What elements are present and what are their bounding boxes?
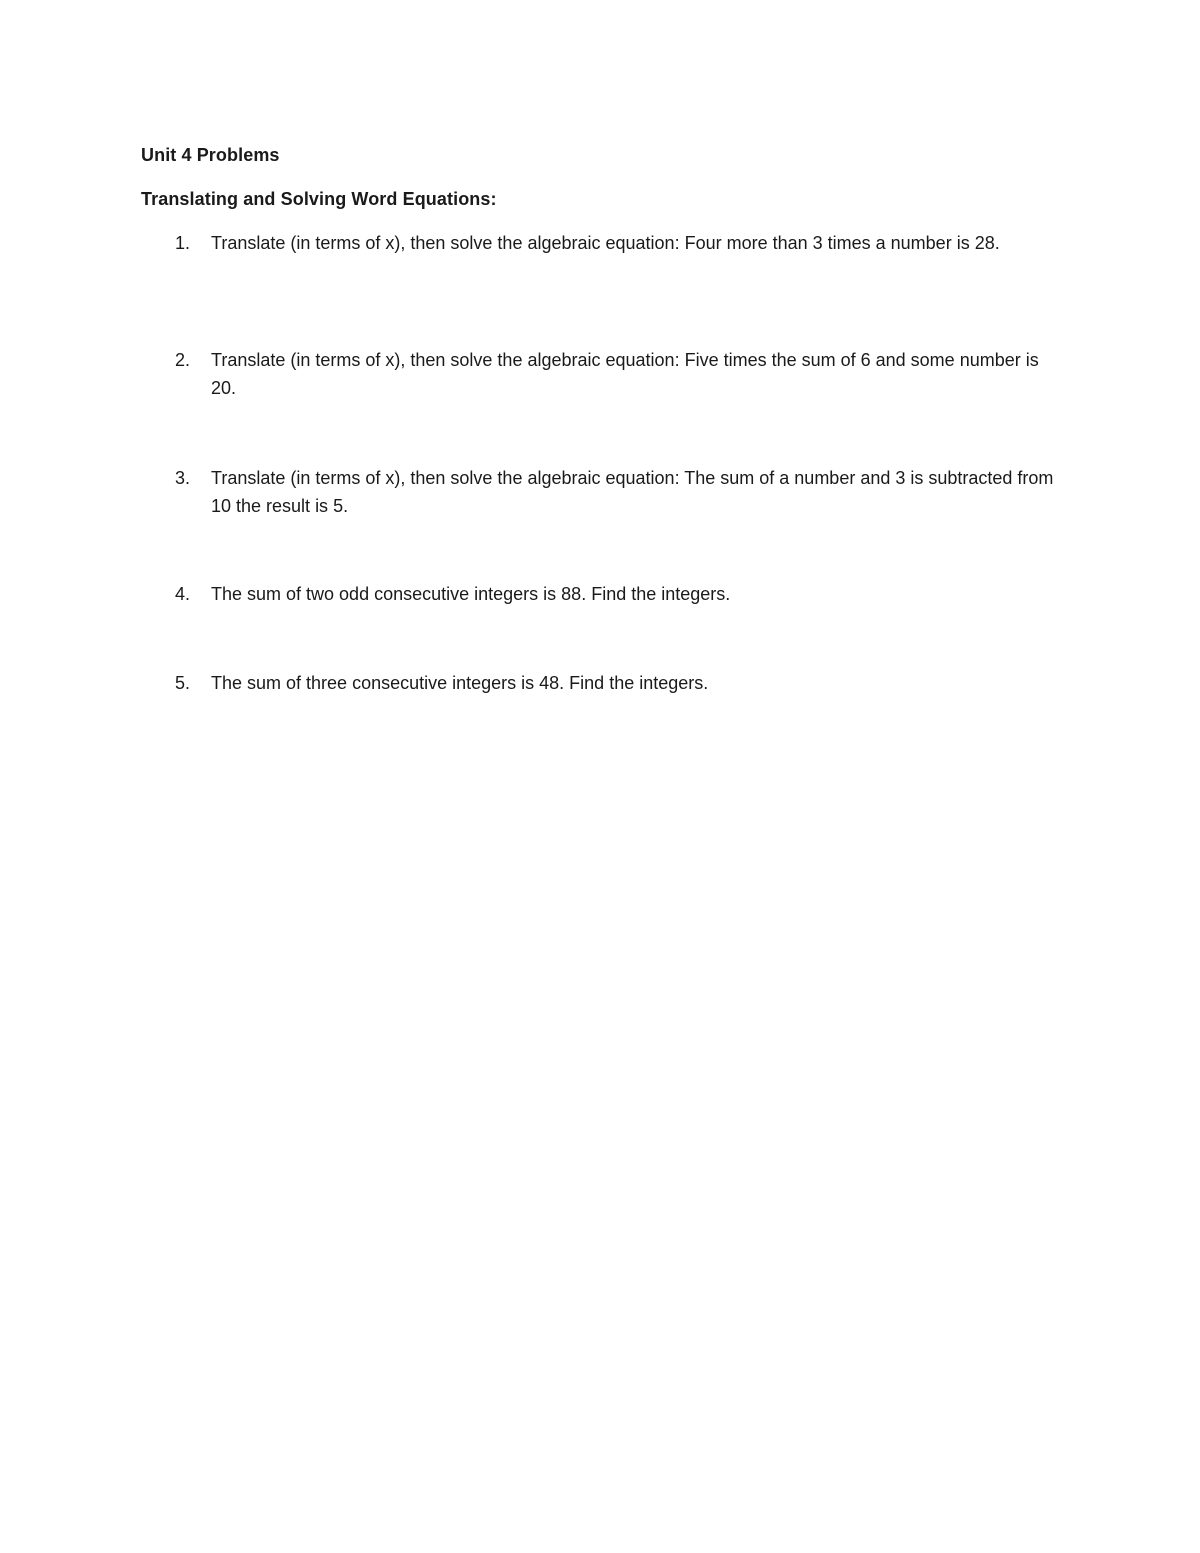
problem-item-2 bbox=[141, 346, 1061, 402]
problem-text: Translate (in terms of x), then solve the algebraic equation: Five times the sum of 6 and some number is 20. bbox=[211, 350, 1039, 398]
problem-item-1 bbox=[141, 229, 1061, 257]
problem-number: 1. bbox=[175, 233, 191, 253]
problem-item-3 bbox=[141, 464, 1061, 520]
problem-number: 5. bbox=[175, 673, 191, 693]
problem-text: Translate (in terms of x), then solve the algebraic equation: Four more than 3 times a number is 28. bbox=[211, 233, 1000, 253]
problem-number: 2. bbox=[175, 350, 191, 370]
problem-number: 3. bbox=[175, 468, 191, 488]
document-title: Unit 4 Problems bbox=[141, 145, 280, 165]
problem-text: The sum of three consecutive integers is 48. Find the integers. bbox=[211, 673, 709, 693]
problem-item-5 bbox=[141, 669, 1061, 697]
problem-item-4 bbox=[141, 580, 1061, 608]
section-heading: Translating and Solving Word Equations: bbox=[141, 189, 497, 209]
problem-text: Translate (in terms of x), then solve the algebraic equation: The sum of a number and 3 is subtracted from 10 the result is 5. bbox=[211, 468, 1054, 516]
problem-text: The sum of two odd consecutive integers is 88. Find the integers. bbox=[211, 584, 731, 604]
problem-number: 4. bbox=[175, 584, 191, 604]
